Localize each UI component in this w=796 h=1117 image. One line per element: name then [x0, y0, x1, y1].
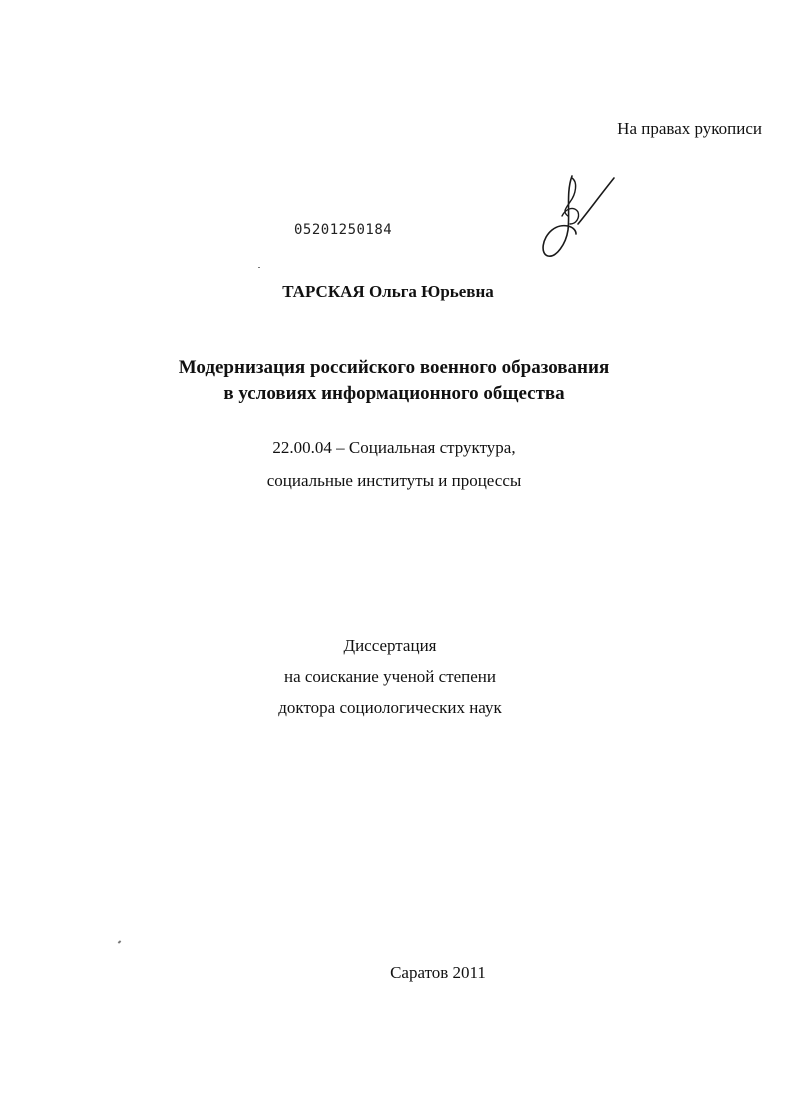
specialty-code-line: 22.00.04 – Социальная структура, — [272, 438, 516, 457]
specialty-description-line: социальные институты и процессы — [266, 471, 522, 490]
document-type: Диссертация — [343, 636, 437, 655]
manuscript-rights-notice: На правах рукописи — [617, 119, 762, 138]
handwritten-signature — [532, 172, 622, 264]
city-and-year: Саратов 2011 — [390, 963, 486, 982]
dissertation-title-line-2: в условиях информационного общества — [223, 383, 565, 404]
scan-speck — [118, 940, 122, 943]
degree-purpose-line: на соискание ученой степени — [283, 667, 497, 686]
degree-name-line: доктора социологических наук — [278, 698, 502, 717]
dissertation-title-line-1: Модернизация российского военного образования — [178, 357, 610, 378]
archive-code: 05201250184 — [294, 222, 393, 238]
scan-speck — [258, 267, 260, 268]
author-name: ТАРСКАЯ Ольга Юрьевна — [282, 282, 494, 301]
